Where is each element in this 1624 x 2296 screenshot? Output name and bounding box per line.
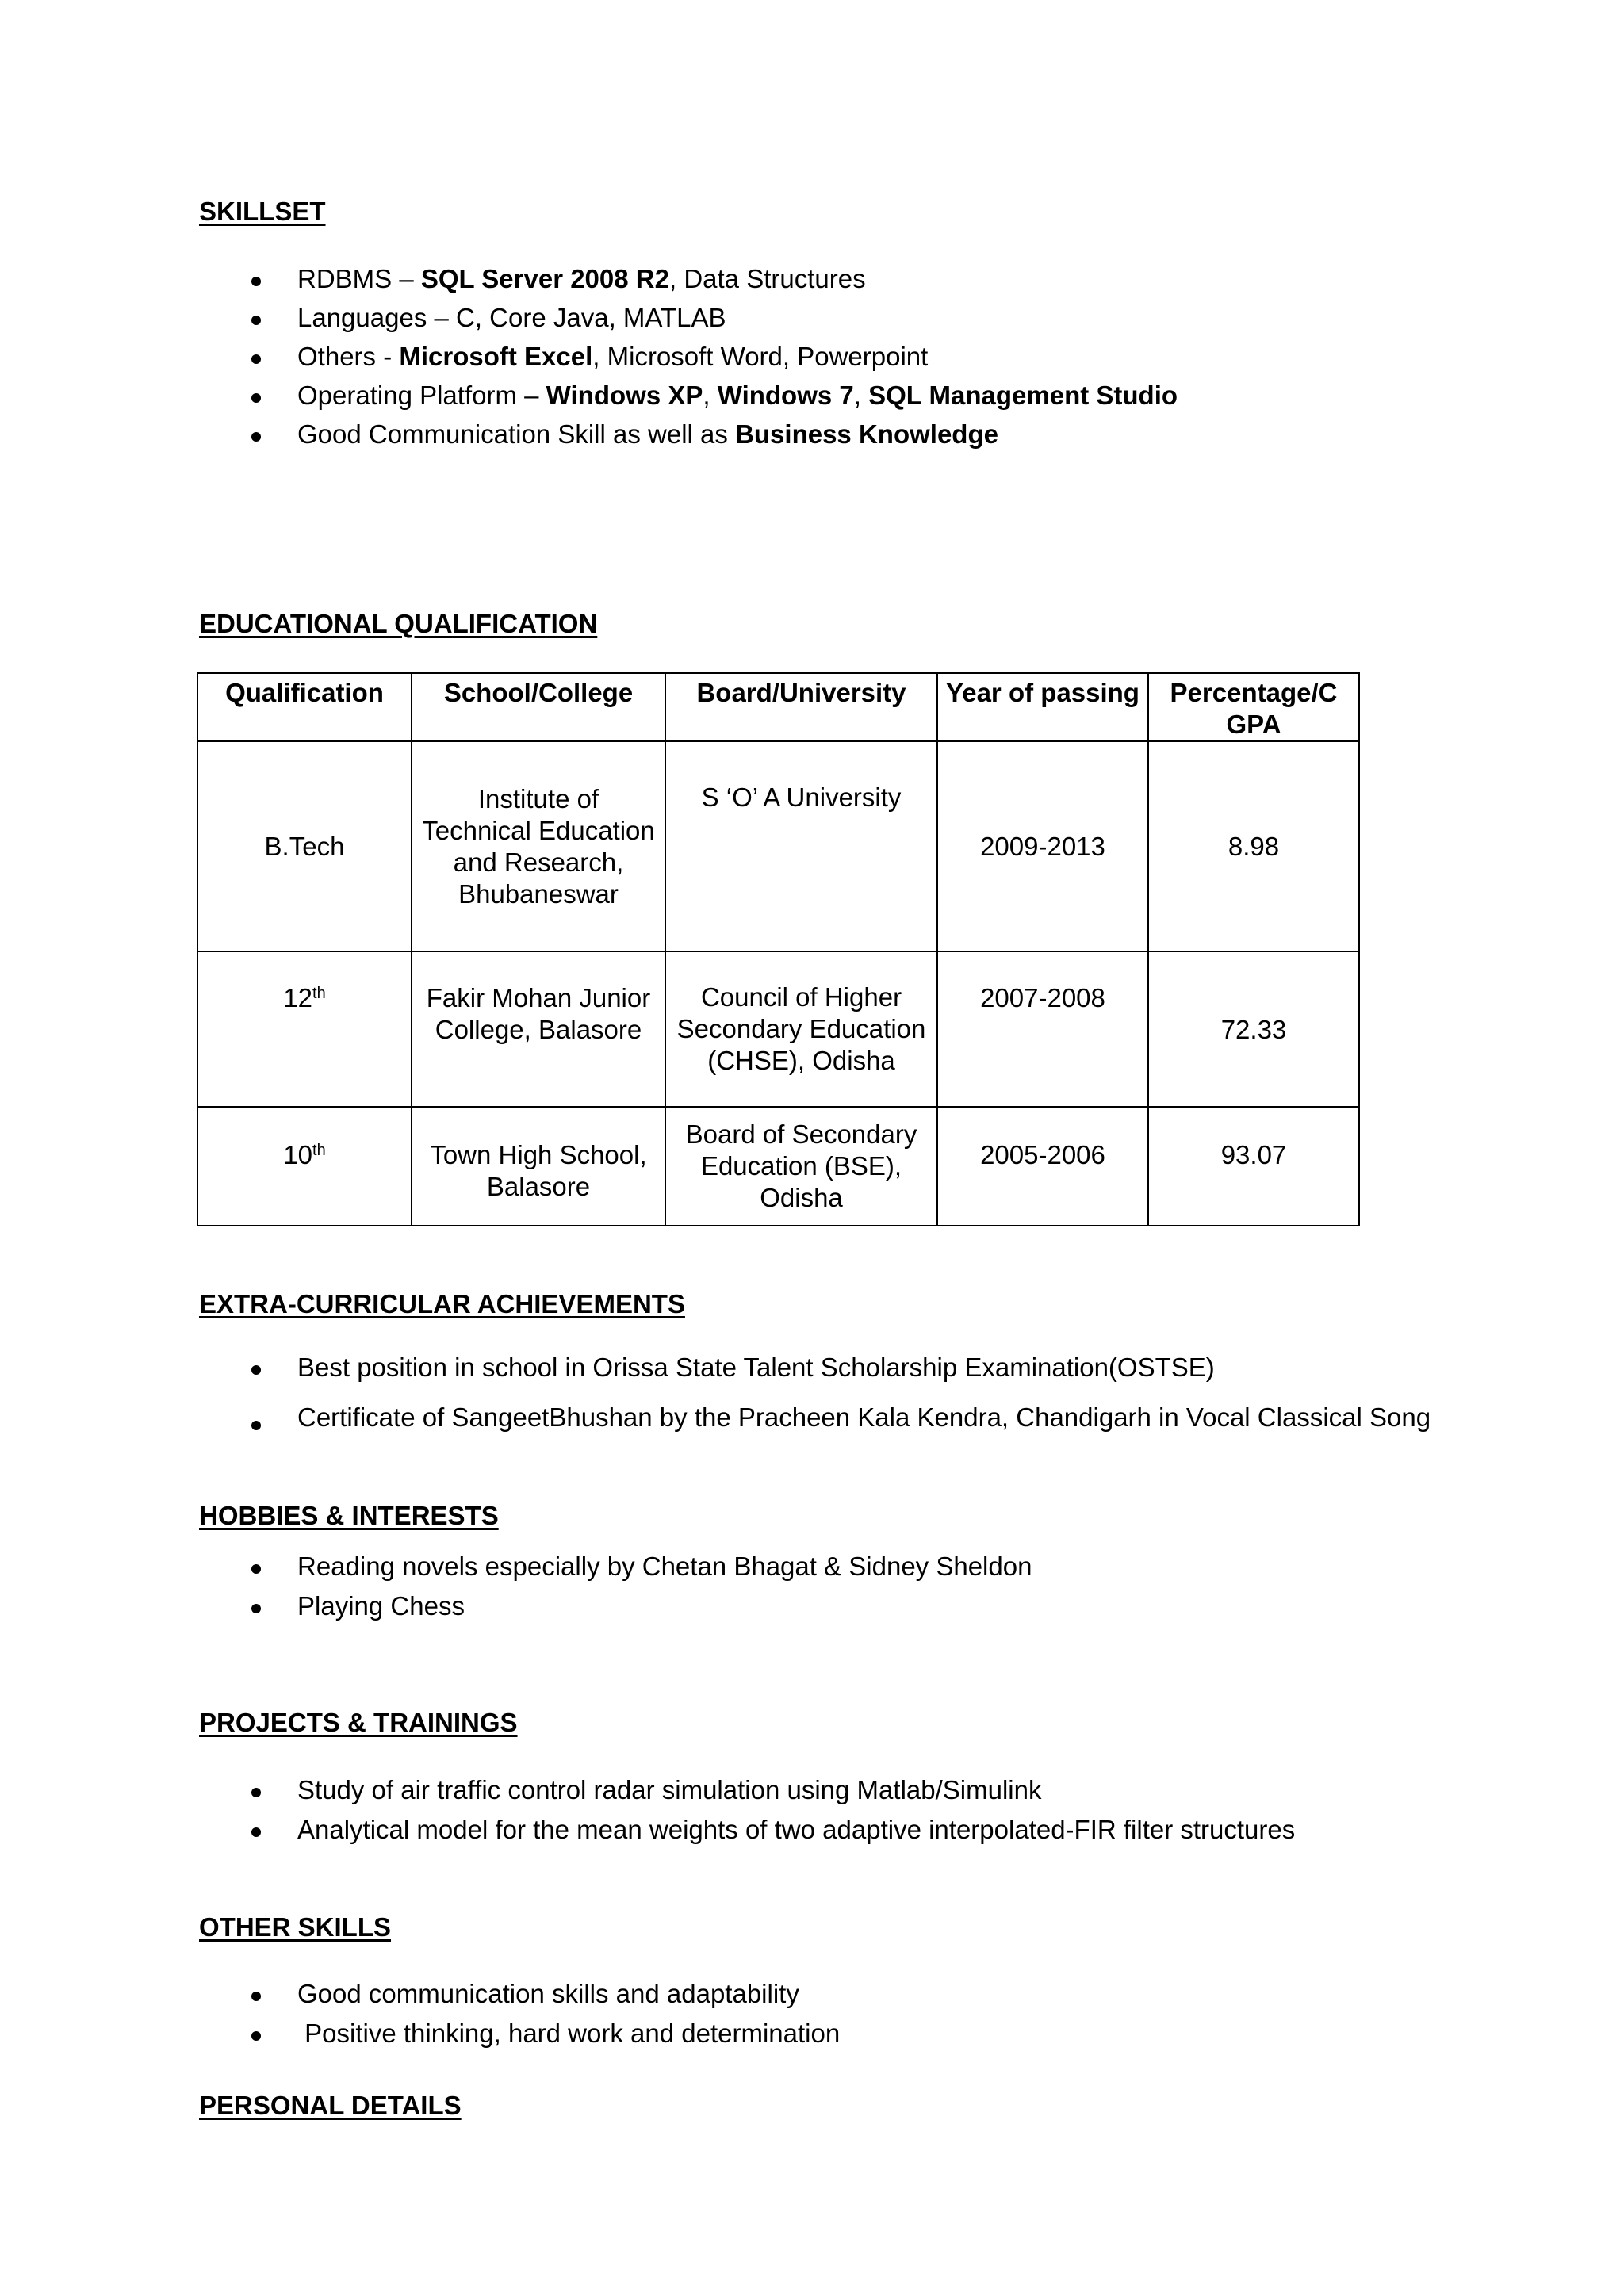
projects-list	[0, 1775, 1296, 1854]
header-score: Percentage/C GPA	[1148, 673, 1359, 741]
list-item: Certificate of SangeetBhushan by the Pracheen Kala Kendra, Chandigarh in Vocal Classical Song	[0, 1402, 44, 1497]
header-board: Board/University	[665, 673, 937, 741]
bullet-icon	[251, 393, 261, 403]
bullet-icon	[251, 1788, 261, 1797]
list-item: Playing Chess	[0, 1591, 44, 1631]
header-year: Year of passing	[937, 673, 1148, 741]
projects-heading: PROJECTS & TRAININGS	[199, 1708, 518, 1737]
bullet-icon	[251, 354, 261, 364]
skillset-heading: SKILLSET	[199, 197, 326, 226]
skill-text: RDBMS – SQL Server 2008 R2, Data Structures	[297, 264, 866, 293]
bullet-icon	[251, 1421, 261, 1430]
school-cell: Town High School, Balasore	[412, 1107, 665, 1226]
education-header-row	[197, 673, 1359, 741]
bullet-icon	[251, 1365, 261, 1375]
year-cell: 2005-2006	[937, 1107, 1148, 1226]
education-heading: EDUCATIONAL QUALIFICATION	[199, 609, 598, 638]
board-cell: S ‘O’ A University	[665, 741, 937, 951]
skill-text: Operating Platform – Windows XP, Windows 7, SQL Management Studio	[297, 381, 1178, 410]
header-school: School/College	[412, 673, 665, 741]
qualification-cell: 10th	[197, 1107, 412, 1226]
skill-text: Languages – C, Core Java, MATLAB	[297, 303, 726, 332]
hobbies-heading: HOBBIES & INTERESTS	[199, 1501, 499, 1530]
table-row	[197, 741, 1359, 951]
qualification-cell: B.Tech	[197, 741, 412, 951]
school-cell: Institute of Technical Education and Research, Bhubaneswar	[412, 741, 665, 951]
header-qualification: Qualification	[197, 673, 412, 741]
qualification-cell: 12th	[197, 951, 412, 1107]
other-skills-heading: OTHER SKILLS	[199, 1912, 392, 1942]
table-row	[197, 1107, 1359, 1226]
list-item: Good communication skills and adaptability	[0, 1979, 44, 2019]
extracurricular-list	[0, 1353, 1431, 1497]
list-item: Positive thinking, hard work and determination	[0, 2019, 44, 2058]
bullet-icon	[251, 432, 261, 442]
board-cell: Council of Higher Secondary Education (CHSE), Odisha	[665, 951, 937, 1107]
table-row	[197, 951, 1359, 1107]
year-cell: 2007-2008	[937, 951, 1148, 1107]
education-table	[197, 672, 1360, 1226]
skill-text: Others - Microsoft Excel, Microsoft Word, Powerpoint	[297, 342, 929, 371]
extracurricular-heading: EXTRA-CURRICULAR ACHIEVEMENTS	[199, 1289, 685, 1318]
score-cell: 8.98	[1148, 741, 1359, 951]
personal-details-heading: PERSONAL DETAILS	[199, 2091, 462, 2120]
bullet-icon	[251, 277, 261, 286]
bullet-icon	[251, 1827, 261, 1837]
list-item: Study of air traffic control radar simulation using Matlab/Simulink	[0, 1775, 44, 1815]
hobbies-list	[0, 1552, 1032, 1631]
list-item: Reading novels especially by Chetan Bhagat & Sidney Sheldon	[0, 1552, 44, 1591]
list-item: Best position in school in Orissa State Talent Scholarship Examination(OSTSE)	[0, 1353, 44, 1402]
score-cell: 72.33	[1148, 951, 1359, 1107]
school-cell: Fakir Mohan Junior College, Balasore	[412, 951, 665, 1107]
list-item: Analytical model for the mean weights of two adaptive interpolated-FIR filter structures	[0, 1815, 44, 1854]
score-cell: 93.07	[1148, 1107, 1359, 1226]
bullet-icon	[251, 1564, 261, 1574]
other-skills-list	[0, 1979, 841, 2058]
bullet-icon	[251, 1604, 261, 1613]
bullet-icon	[251, 1992, 261, 2001]
skill-text: Good Communication Skill as well as Business Knowledge	[297, 419, 998, 449]
year-cell: 2009-2013	[937, 741, 1148, 951]
bullet-icon	[251, 316, 261, 325]
bullet-icon	[251, 2031, 261, 2041]
board-cell: Board of Secondary Education (BSE), Odisha	[665, 1107, 937, 1226]
